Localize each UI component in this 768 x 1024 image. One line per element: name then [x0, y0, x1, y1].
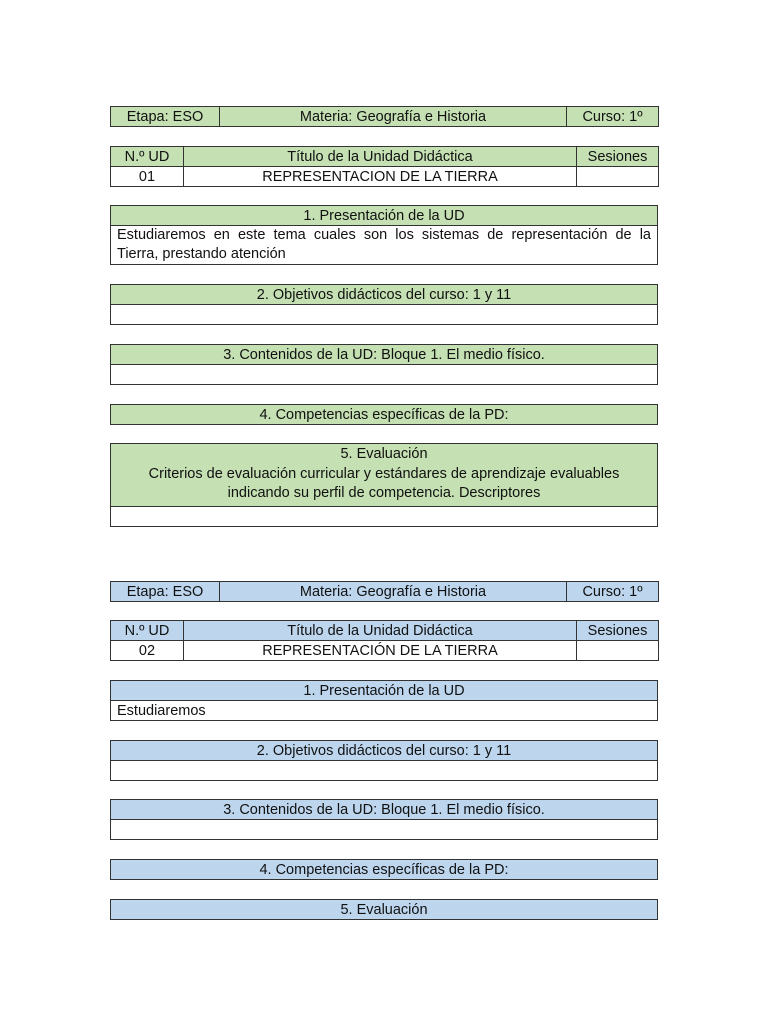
sessions-cell [577, 641, 659, 661]
presentation-title: 1. Presentación de la UD [111, 681, 658, 701]
evaluation-content [111, 506, 658, 526]
ud-number-cell: 02 [111, 641, 184, 661]
unit2-evaluation-table [110, 899, 658, 920]
ud-number-header: N.º UD [111, 147, 184, 167]
unit1-presentation-table [110, 205, 658, 265]
ud-title-header: Título de la Unidad Didáctica [184, 147, 577, 167]
contents-content [111, 820, 658, 840]
sessions-cell [577, 167, 659, 187]
evaluation-subtitle-line1: Criterios de evaluación curricular y estándares de aprendizaje evaluables [148, 465, 620, 482]
objectives-content [111, 305, 658, 325]
unit2-objectives-table [110, 740, 658, 781]
contents-content [111, 365, 658, 385]
presentation-text: Estudiaremos [111, 701, 658, 721]
unit1-evaluation-table [110, 443, 658, 527]
unit1-ud-table [110, 146, 659, 187]
unit1-header-table [110, 106, 659, 127]
competencies-title: 4. Competencias específicas de la PD: [111, 860, 658, 880]
presentation-text: Estudiaremos en este tema cuales son los sistemas de representación de la Tierra, prestando atención [111, 226, 658, 265]
contents-title: 3. Contenidos de la UD: Bloque 1. El medio físico. [111, 800, 658, 820]
sessions-header: Sesiones [577, 621, 659, 641]
evaluation-title: 5. Evaluación [340, 446, 428, 462]
objectives-title: 2. Objetivos didácticos del curso: 1 y 11 [111, 741, 658, 761]
unit1-competencies-table [110, 404, 658, 425]
evaluation-title: 5. Evaluación [111, 900, 658, 920]
ud-title-header: Título de la Unidad Didáctica [184, 621, 577, 641]
unit1-contents-table [110, 344, 658, 385]
ud-number-header: N.º UD [111, 621, 184, 641]
etapa-cell: Etapa: ESO [111, 107, 220, 127]
unit2-contents-table [110, 799, 658, 840]
curso-cell: Curso: 1º [567, 582, 659, 602]
contents-title: 3. Contenidos de la UD: Bloque 1. El medio físico. [111, 345, 658, 365]
unit2-presentation-table [110, 680, 658, 721]
ud-title-cell: REPRESENTACION DE LA TIERRA [184, 167, 577, 187]
ud-number-cell: 01 [111, 167, 184, 187]
objectives-title: 2. Objetivos didácticos del curso: 1 y 11 [111, 285, 658, 305]
sessions-header: Sesiones [577, 147, 659, 167]
unit2-ud-table [110, 620, 659, 661]
competencies-title: 4. Competencias específicas de la PD: [111, 405, 658, 425]
etapa-cell: Etapa: ESO [111, 582, 220, 602]
presentation-title: 1. Presentación de la UD [111, 206, 658, 226]
unit2-header-table [110, 581, 659, 602]
evaluation-header [111, 444, 658, 507]
unit1-objectives-table [110, 284, 658, 325]
ud-title-cell: REPRESENTACIÓN DE LA TIERRA [184, 641, 577, 661]
materia-cell: Materia: Geografía e Historia [220, 107, 567, 127]
objectives-content [111, 761, 658, 781]
unit2-competencies-table [110, 859, 658, 880]
materia-cell: Materia: Geografía e Historia [220, 582, 567, 602]
curso-cell: Curso: 1º [567, 107, 659, 127]
evaluation-subtitle-line2: indicando su perfil de competencia. Descriptores [227, 485, 541, 501]
